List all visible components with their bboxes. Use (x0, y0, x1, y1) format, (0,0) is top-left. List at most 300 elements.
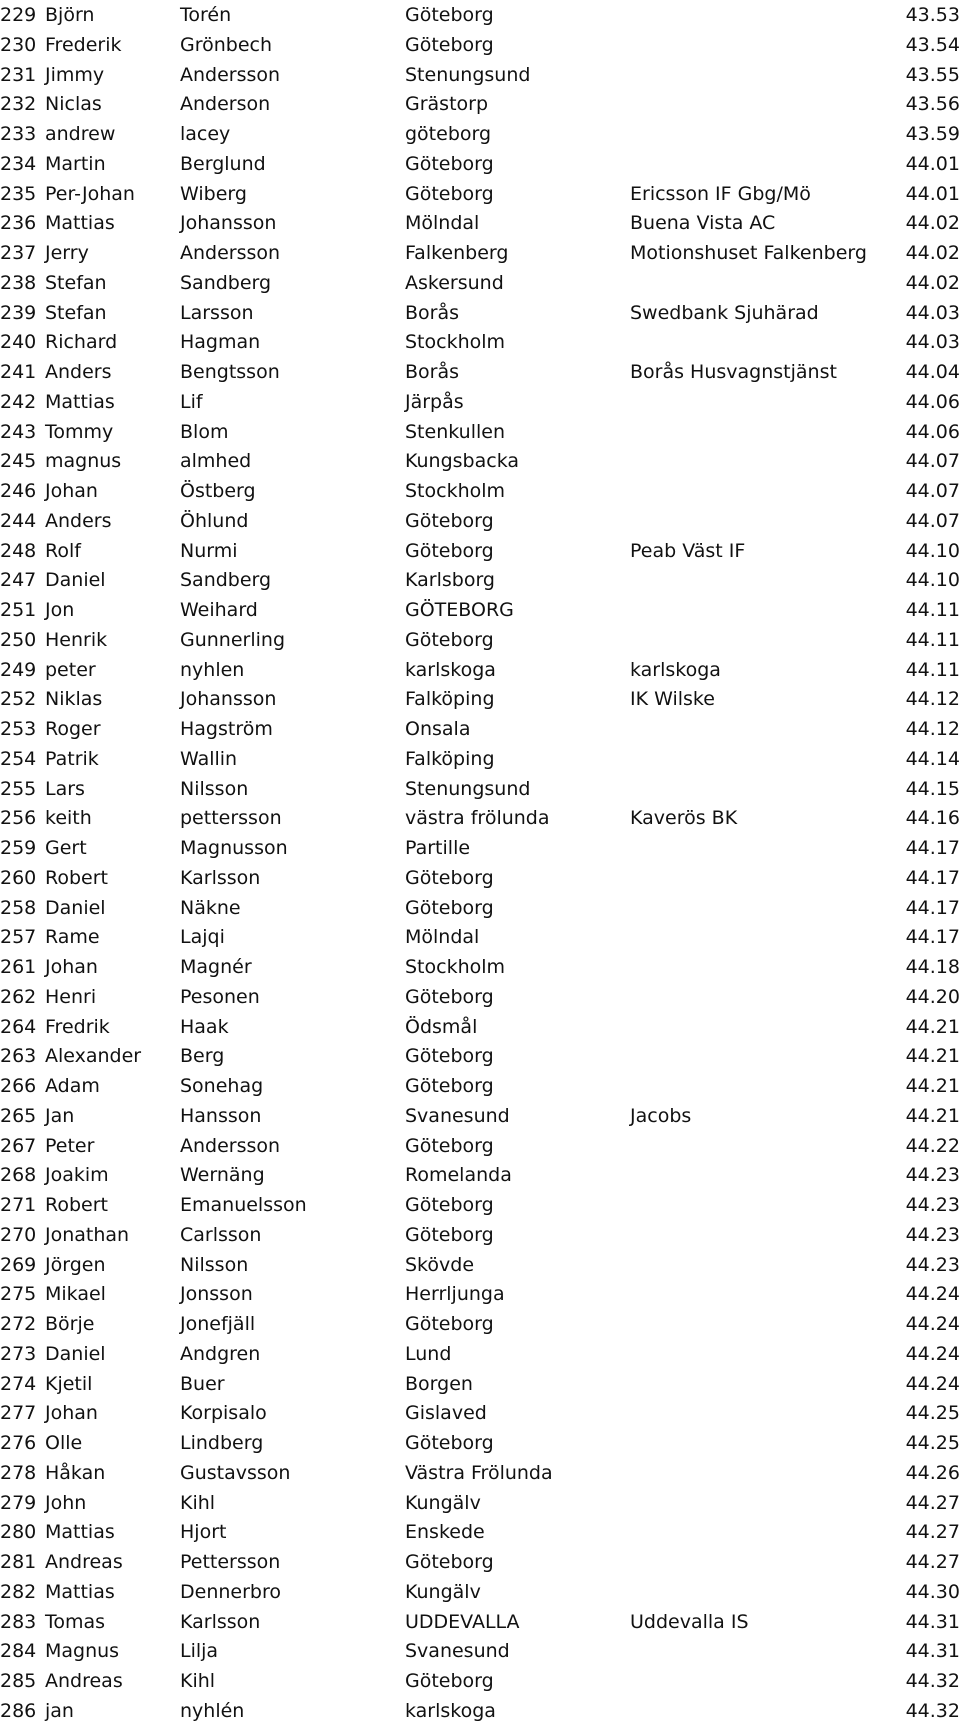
last-name: Lindberg (180, 1432, 264, 1454)
first-name: Peter (45, 1134, 95, 1157)
finish-time: 44.21 (905, 1015, 960, 1038)
first-name: Anders (45, 361, 112, 383)
last-name: Blom (180, 420, 229, 443)
first-name: Daniel (45, 1342, 106, 1365)
place-number: 244 (0, 509, 37, 532)
place-number: 246 (0, 480, 37, 502)
last-name: Jonsson (180, 1283, 253, 1306)
first-name: John (45, 1491, 87, 1514)
last-name: Wiberg (180, 182, 247, 205)
place-number: 283 (0, 1610, 37, 1633)
last-name: Lilja (180, 1640, 219, 1663)
last-name: Carlsson (180, 1223, 262, 1246)
place-number: 285 (0, 1670, 37, 1692)
city: Göteborg (405, 1551, 494, 1573)
first-name: Robert (45, 1194, 108, 1216)
finish-time: 44.03 (905, 301, 960, 324)
last-name: Näkne (180, 896, 241, 919)
last-name: Grönbech (180, 33, 273, 56)
result-row (0, 684, 960, 714)
result-row (0, 417, 960, 447)
finish-time: 44.11 (905, 628, 960, 651)
place-number: 270 (0, 1223, 37, 1246)
place-number: 281 (0, 1551, 37, 1573)
city: Göteborg (405, 1134, 494, 1157)
first-name: peter (45, 658, 96, 681)
first-name: Anders (45, 509, 112, 532)
city: Karlsborg (405, 569, 495, 592)
result-row (0, 238, 960, 268)
first-name: Daniel (45, 896, 106, 919)
place-number: 274 (0, 1372, 37, 1395)
result-row (0, 476, 960, 506)
place-number: 284 (0, 1640, 37, 1663)
result-row (0, 1339, 960, 1369)
club: Kaverös BK (630, 807, 738, 830)
city: Grästorp (405, 93, 489, 116)
place-number: 231 (0, 63, 37, 86)
result-row (0, 1428, 960, 1458)
result-row (0, 1369, 960, 1399)
last-name: Wallin (180, 747, 238, 770)
finish-time: 44.32 (905, 1699, 960, 1722)
club: Swedbank Sjuhärad (630, 301, 819, 324)
city: Göteborg (405, 539, 494, 562)
place-number: 276 (0, 1432, 37, 1454)
last-name: Jonefjäll (180, 1313, 256, 1335)
first-name: Andreas (45, 1670, 123, 1692)
place-number: 243 (0, 420, 37, 443)
place-number: 266 (0, 1075, 37, 1097)
first-name: Mattias (45, 1580, 115, 1603)
last-name: Magnér (180, 956, 252, 978)
result-row (0, 506, 960, 536)
result-row (0, 1101, 960, 1131)
result-row (0, 1547, 960, 1577)
first-name: Rame (45, 926, 100, 949)
finish-time: 44.24 (905, 1283, 960, 1306)
last-name: Korpisalo (180, 1402, 267, 1425)
result-row (0, 595, 960, 625)
club: Borås Husvagnstjänst (630, 361, 837, 383)
first-name: Johan (45, 1402, 98, 1425)
finish-time: 44.03 (905, 331, 960, 354)
result-row (0, 863, 960, 893)
club: karlskoga (630, 658, 721, 681)
first-name: Andreas (45, 1551, 123, 1573)
finish-time: 44.23 (905, 1223, 960, 1246)
place-number: 252 (0, 688, 37, 711)
first-name: Stefan (45, 271, 107, 294)
result-row (0, 357, 960, 387)
last-name: Magnusson (180, 837, 288, 859)
place-number: 238 (0, 271, 37, 294)
city: Mölndal (405, 926, 480, 949)
result-row (0, 1577, 960, 1607)
city: Mölndal (405, 212, 480, 235)
club: Uddevalla IS (630, 1610, 749, 1633)
place-number: 271 (0, 1194, 37, 1216)
last-name: Hansson (180, 1104, 262, 1127)
result-row (0, 714, 960, 744)
finish-time: 44.04 (905, 361, 960, 383)
finish-time: 44.11 (905, 658, 960, 681)
place-number: 251 (0, 599, 37, 621)
finish-time: 44.27 (905, 1491, 960, 1514)
city: Göteborg (405, 1313, 494, 1335)
city: Partille (405, 837, 471, 859)
first-name: Fredrik (45, 1015, 110, 1038)
last-name: Bengtsson (180, 361, 280, 383)
finish-time: 44.21 (905, 1045, 960, 1068)
last-name: Östberg (180, 480, 256, 502)
club: Ericsson IF Gbg/Mö (630, 182, 811, 205)
finish-time: 44.18 (905, 956, 960, 978)
city: Enskede (405, 1521, 485, 1544)
place-number: 265 (0, 1104, 37, 1127)
place-number: 260 (0, 866, 37, 889)
finish-time: 44.31 (905, 1640, 960, 1663)
place-number: 263 (0, 1045, 37, 1068)
city: Romelanda (405, 1164, 512, 1187)
last-name: Pesonen (180, 985, 260, 1008)
first-name: Kjetil (45, 1372, 93, 1395)
first-name: Jonathan (45, 1223, 130, 1246)
city: Stenungsund (405, 777, 531, 800)
result-row (0, 982, 960, 1012)
finish-time: 44.24 (905, 1342, 960, 1365)
place-number: 264 (0, 1015, 37, 1038)
first-name: Jon (45, 599, 75, 621)
finish-time: 44.17 (905, 896, 960, 919)
result-row (0, 268, 960, 298)
result-row (0, 625, 960, 655)
city: Göteborg (405, 985, 494, 1008)
first-name: Björn (45, 4, 95, 26)
last-name: Hagström (180, 718, 273, 740)
last-name: nyhlén (180, 1699, 245, 1722)
first-name: Henrik (45, 628, 108, 651)
last-name: Hagman (180, 331, 261, 354)
last-name: Haak (180, 1015, 229, 1038)
finish-time: 44.14 (905, 747, 960, 770)
first-name: Per-Johan (45, 182, 135, 205)
place-number: 233 (0, 123, 37, 145)
city: Borås (405, 301, 460, 324)
city: Ödsmål (405, 1015, 478, 1038)
city: Göteborg (405, 182, 494, 205)
finish-time: 44.16 (905, 807, 960, 830)
first-name: andrew (45, 123, 116, 145)
city: Göteborg (405, 896, 494, 919)
last-name: Torén (180, 4, 232, 26)
place-number: 258 (0, 896, 37, 919)
result-row (0, 119, 960, 149)
city: Göteborg (405, 509, 494, 532)
city: Göteborg (405, 1075, 494, 1097)
place-number: 237 (0, 242, 37, 264)
city: Stenungsund (405, 63, 531, 86)
city: Svanesund (405, 1640, 510, 1663)
city: GÖTEBORG (405, 599, 514, 621)
first-name: Roger (45, 718, 101, 740)
city: Göteborg (405, 628, 494, 651)
first-name: Jerry (45, 242, 89, 264)
first-name: Patrik (45, 747, 99, 770)
city: Onsala (405, 718, 471, 740)
last-name: Anderson (180, 93, 271, 116)
place-number: 245 (0, 450, 37, 473)
place-number: 282 (0, 1580, 37, 1603)
result-row (0, 655, 960, 685)
first-name: Daniel (45, 569, 106, 592)
finish-time: 43.53 (905, 4, 960, 26)
city: karlskoga (405, 1699, 496, 1722)
finish-time: 44.24 (905, 1313, 960, 1335)
city: Göteborg (405, 152, 494, 175)
finish-time: 44.01 (905, 152, 960, 175)
last-name: Buer (180, 1372, 225, 1395)
first-name: Mattias (45, 1521, 115, 1544)
result-row (0, 1458, 960, 1488)
last-name: Berg (180, 1045, 225, 1068)
result-row (0, 952, 960, 982)
city: Svanesund (405, 1104, 510, 1127)
first-name: Tommy (45, 420, 114, 443)
finish-time: 44.27 (905, 1521, 960, 1544)
city: västra frölunda (405, 807, 550, 830)
club: Peab Väst IF (630, 539, 746, 562)
place-number: 256 (0, 807, 37, 830)
last-name: Lajqi (180, 926, 225, 949)
last-name: Weihard (180, 599, 258, 621)
result-row (0, 208, 960, 238)
first-name: Alexander (45, 1045, 142, 1068)
place-number: 249 (0, 658, 37, 681)
result-row (0, 1250, 960, 1280)
result-row (0, 1190, 960, 1220)
first-name: Stefan (45, 301, 107, 324)
place-number: 278 (0, 1461, 37, 1484)
place-number: 239 (0, 301, 37, 324)
result-row (0, 89, 960, 119)
place-number: 259 (0, 837, 37, 859)
last-name: Emanuelsson (180, 1194, 307, 1216)
last-name: Andgren (180, 1342, 261, 1365)
finish-time: 44.07 (905, 450, 960, 473)
place-number: 250 (0, 628, 37, 651)
finish-time: 44.22 (905, 1134, 960, 1157)
place-number: 267 (0, 1134, 37, 1157)
first-name: magnus (45, 450, 122, 473)
place-number: 236 (0, 212, 37, 235)
place-number: 247 (0, 569, 37, 592)
city: Göteborg (405, 1432, 494, 1454)
finish-time: 44.12 (905, 688, 960, 711)
city: Göteborg (405, 1194, 494, 1216)
finish-time: 44.17 (905, 926, 960, 949)
finish-time: 44.25 (905, 1402, 960, 1425)
last-name: Sandberg (180, 569, 272, 592)
result-row (0, 1636, 960, 1666)
finish-time: 44.07 (905, 480, 960, 502)
last-name: pettersson (180, 807, 282, 830)
result-row (0, 179, 960, 209)
first-name: Niclas (45, 93, 102, 116)
city: Lund (405, 1342, 452, 1365)
place-number: 257 (0, 926, 37, 949)
place-number: 254 (0, 747, 37, 770)
result-row (0, 536, 960, 566)
place-number: 248 (0, 539, 37, 562)
finish-time: 44.12 (905, 718, 960, 740)
city: UDDEVALLA (405, 1610, 520, 1633)
result-row (0, 1309, 960, 1339)
first-name: Jan (45, 1104, 75, 1127)
result-row (0, 60, 960, 90)
city: karlskoga (405, 658, 496, 681)
first-name: Joakim (45, 1164, 109, 1187)
result-row (0, 1607, 960, 1637)
last-name: Hjort (180, 1521, 227, 1544)
city: Göteborg (405, 33, 494, 56)
finish-time: 44.15 (905, 777, 960, 800)
finish-time: 44.10 (905, 539, 960, 562)
last-name: nyhlen (180, 658, 245, 681)
finish-time: 44.23 (905, 1164, 960, 1187)
last-name: Berglund (180, 152, 266, 175)
result-row (0, 1071, 960, 1101)
result-row (0, 1696, 960, 1726)
result-row (0, 744, 960, 774)
place-number: 234 (0, 152, 37, 175)
city: Göteborg (405, 1045, 494, 1068)
last-name: Kihl (180, 1670, 216, 1692)
first-name: Magnus (45, 1640, 120, 1663)
finish-time: 44.20 (905, 985, 960, 1008)
city: Gislaved (405, 1402, 487, 1425)
city: Stenkullen (405, 420, 505, 443)
first-name: Gert (45, 837, 87, 859)
result-row (0, 149, 960, 179)
finish-time: 44.07 (905, 509, 960, 532)
last-name: Johansson (180, 212, 277, 235)
last-name: Wernäng (180, 1164, 265, 1187)
finish-time: 44.21 (905, 1104, 960, 1127)
first-name: Olle (45, 1432, 83, 1454)
finish-time: 44.21 (905, 1075, 960, 1097)
result-row (0, 893, 960, 923)
last-name: Nilsson (180, 1253, 249, 1276)
club: Buena Vista AC (630, 212, 776, 235)
city: Göteborg (405, 1223, 494, 1246)
city: Järpås (405, 390, 464, 413)
city: Stockholm (405, 956, 506, 978)
finish-time: 44.01 (905, 182, 960, 205)
city: Askersund (405, 271, 504, 294)
first-name: Mikael (45, 1283, 106, 1306)
first-name: Niklas (45, 688, 103, 711)
finish-time: 44.02 (905, 212, 960, 235)
result-row (0, 1666, 960, 1696)
result-row (0, 922, 960, 952)
place-number: 275 (0, 1283, 37, 1306)
place-number: 241 (0, 361, 37, 383)
place-number: 229 (0, 4, 37, 26)
finish-time: 44.17 (905, 837, 960, 859)
city: Stockholm (405, 331, 506, 354)
first-name: Lars (45, 777, 85, 800)
finish-time: 44.27 (905, 1551, 960, 1573)
city: Kungälv (405, 1491, 481, 1514)
place-number: 255 (0, 777, 37, 800)
result-row (0, 1488, 960, 1518)
finish-time: 44.31 (905, 1610, 960, 1633)
first-name: Richard (45, 331, 118, 354)
finish-time: 43.55 (905, 63, 960, 86)
place-number: 230 (0, 33, 37, 56)
first-name: Mattias (45, 390, 115, 413)
last-name: almhed (180, 450, 252, 473)
result-row (0, 1220, 960, 1250)
first-name: Robert (45, 866, 108, 889)
club: Jacobs (630, 1104, 692, 1127)
last-name: Pettersson (180, 1551, 281, 1573)
first-name: Mattias (45, 212, 115, 235)
place-number: 273 (0, 1342, 37, 1365)
result-row (0, 1160, 960, 1190)
result-row (0, 1012, 960, 1042)
result-row (0, 1279, 960, 1309)
result-row (0, 833, 960, 863)
result-row (0, 1398, 960, 1428)
last-name: Gustavsson (180, 1461, 291, 1484)
place-number: 242 (0, 390, 37, 413)
finish-time: 43.54 (905, 33, 960, 56)
finish-time: 44.26 (905, 1461, 960, 1484)
result-row (0, 387, 960, 417)
last-name: Lif (180, 390, 203, 413)
first-name: Johan (45, 480, 98, 502)
place-number: 280 (0, 1521, 37, 1544)
first-name: Johan (45, 956, 98, 978)
city: göteborg (405, 123, 492, 145)
last-name: Dennerbro (180, 1580, 281, 1603)
last-name: Sonehag (180, 1075, 264, 1097)
last-name: Kihl (180, 1491, 216, 1514)
last-name: Andersson (180, 63, 281, 86)
finish-time: 44.06 (905, 390, 960, 413)
city: Göteborg (405, 1670, 494, 1692)
first-name: jan (45, 1699, 74, 1722)
finish-time: 44.24 (905, 1372, 960, 1395)
city: Falköping (405, 688, 495, 711)
result-row (0, 1517, 960, 1547)
first-name: keith (45, 807, 92, 830)
first-name: Tomas (45, 1610, 106, 1633)
city: Kungälv (405, 1580, 481, 1603)
result-row (0, 446, 960, 476)
finish-time: 44.32 (905, 1670, 960, 1692)
last-name: Sandberg (180, 271, 272, 294)
place-number: 261 (0, 956, 37, 978)
result-row (0, 1041, 960, 1071)
finish-time: 44.23 (905, 1194, 960, 1216)
finish-time: 44.10 (905, 569, 960, 592)
first-name: Frederik (45, 33, 122, 56)
last-name: Karlsson (180, 1610, 261, 1633)
place-number: 286 (0, 1699, 37, 1722)
